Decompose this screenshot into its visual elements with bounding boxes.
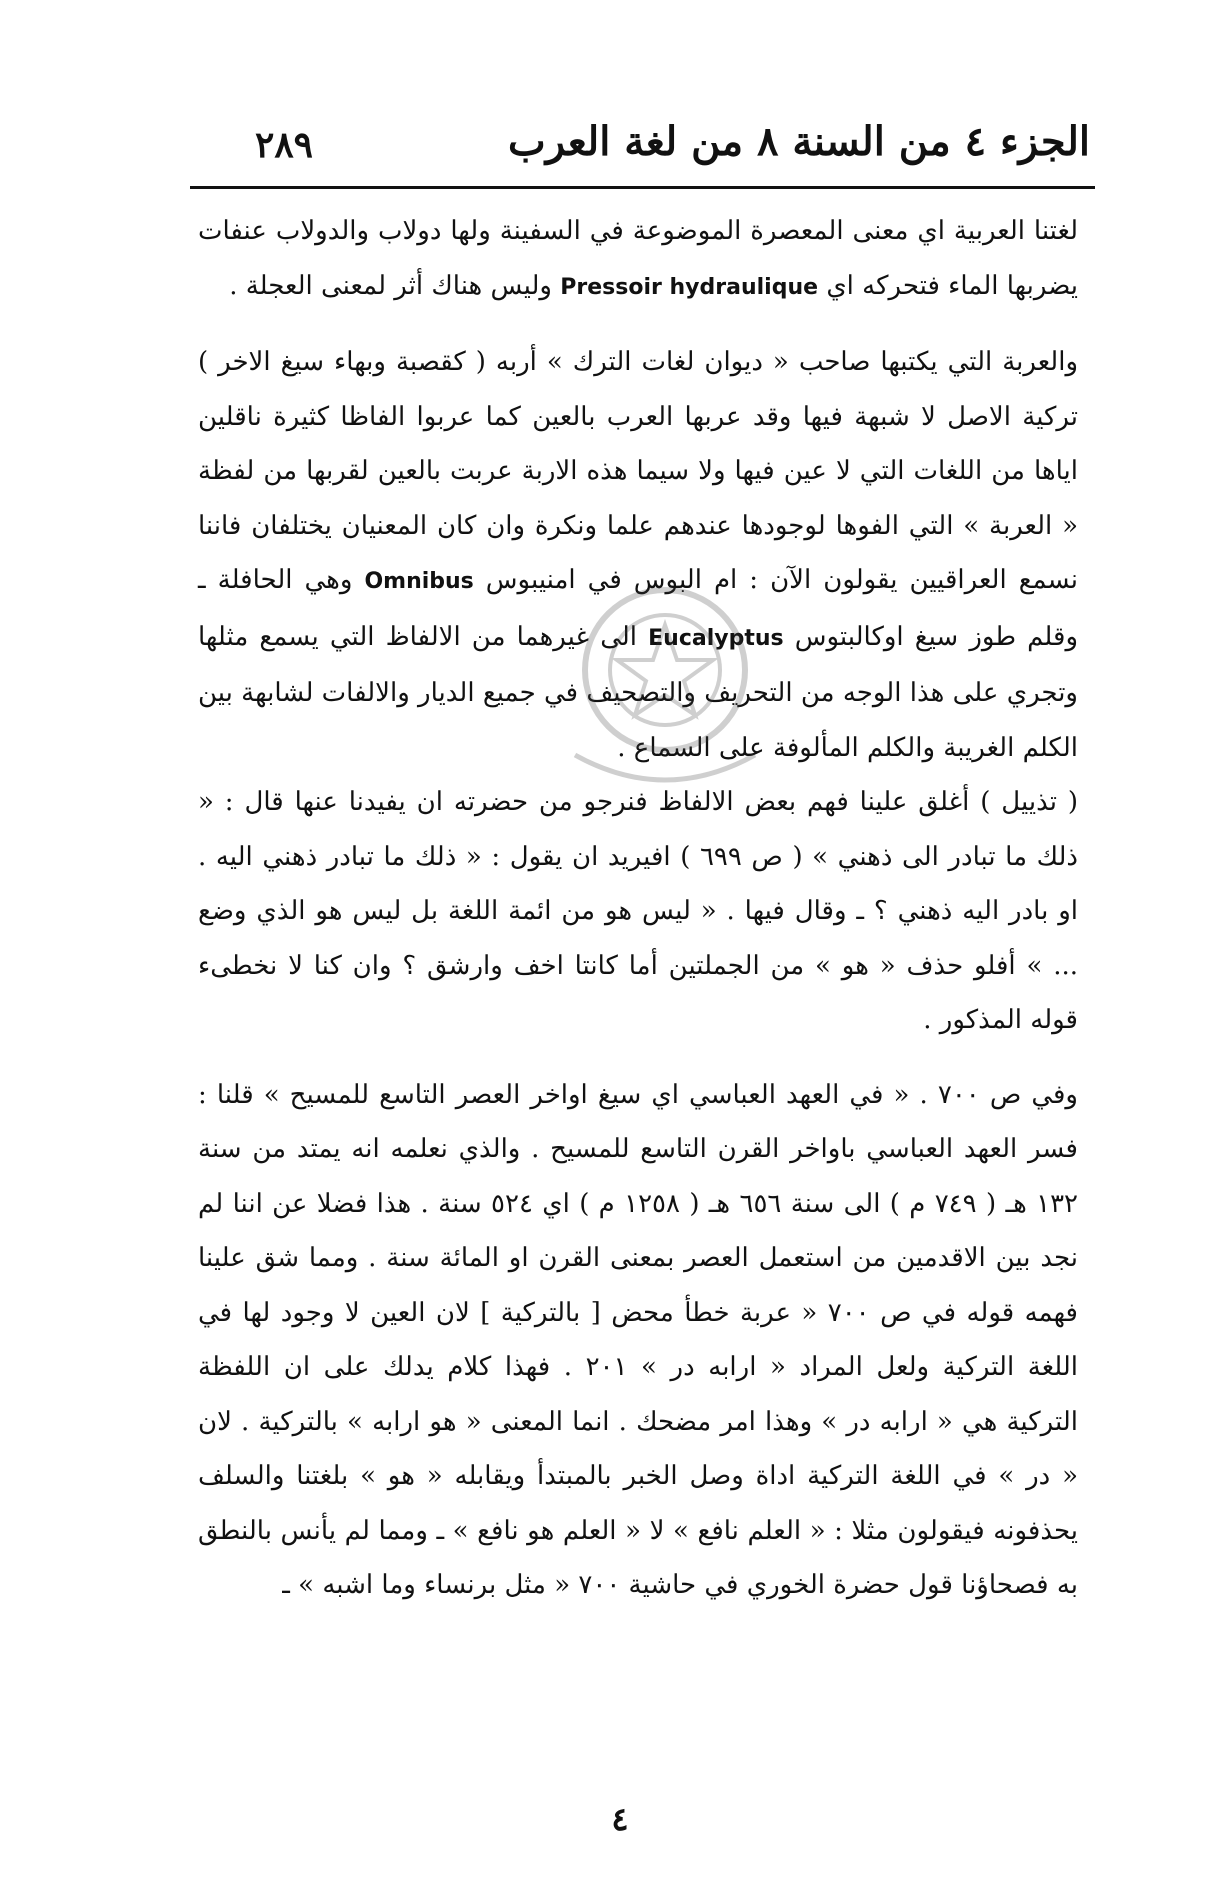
paragraph-4 bbox=[198, 1068, 1078, 1613]
header-divider bbox=[190, 186, 1095, 189]
latin-term: Pressoir hydraulique bbox=[560, 274, 819, 300]
page-number: ٢٨٩ bbox=[255, 124, 314, 166]
journal-title: الجزء ٤ من السنة ٨ من لغة العرب bbox=[508, 118, 1090, 165]
paragraph-1 bbox=[198, 204, 1078, 315]
text-run: لغتنا العربية اي معنى المعصرة الموضوعة في السفينة ولها دولاب والدولاب عنفات يضربها الماء فتحركه اي bbox=[198, 216, 1078, 301]
text-run: ( تذييل ) أغلق علينا فهم بعض الالفاظ فنرجو من حضرته ان يفيدنا عنها قال : « ذلك ما تبادر الى ذهني » ( ص ٦٩٩ ) افيريد ان يقول : « ذلك ما تبادر ذهني اليه . او بادر اليه ذهني ؟ ـ وقال فيها . « ليس هو من ائمة اللغة بل ليس هو الذي وضع ... » أفلو حذف « هو » من الجملتين أما كانتا اخف وارشق ؟ وان كنا لا نخطىء قوله المذكور . bbox=[198, 787, 1078, 1035]
text-run: وفي ص ٧٠٠ . « في العهد العباسي اي سيغ اواخر العصر التاسع للمسيح » قلنا : فسر العهد العباسي باواخر القرن التاسع للمسيح . والذي نعلمه انه يمتد من سنة ١٣٢ هـ ( ٧٤٩ م ) الى سنة ٦٥٦ هـ ( ١٢٥٨ م ) اي ٥٢٤ سنة . هذا فضلا عن اننا لم نجد بين الاقدمين من استعمل العصر بمعنى القرن او المائة سنة . ومما شق علينا فهمه قوله في ص ٧٠٠ « عربة خطأ محض [ بالتركية ] لان العين لا وجود لها في اللغة التركية ولعل المراد « ارابه در » ٢٠١ . فهذا كلام يدلك على ان اللفظة التركية هي « ارابه در » وهذا امر مضحك . انما المعنى « هو ارابه » بالتركية . لان « در » في اللغة التركية اداة وصل الخبر بالمبتدأ ويقابله « هو » بلغتنا والسلف يحذفونه فيقولون مثلا : « العلم نافع » لا « العلم هو نافع » ـ ومما لم يأنس بالنطق به فصحاؤنا قول حضرة الخوري في حاشية ٧٠٠ « مثل برنساء وما اشبه » ـ bbox=[198, 1079, 1079, 1600]
page-header bbox=[255, 118, 1090, 178]
text-run: وليس هناك أثر لمعنى العجلة . bbox=[229, 270, 552, 301]
latin-term: Omnibus bbox=[364, 569, 474, 594]
paragraph-2 bbox=[198, 335, 1078, 775]
text-run: والعربة التي يكتبها صاحب « ديوان لغات الترك » أربه ( كقصبة وبهاء سيغ الاخر ) تركية الاصل لا شبهة فيها وقد عربها العرب بالعين كما عربوا الفاظا كثيرة ناقلين اياها من اللغات التي لا عين فيها ولا سيما هذه الاربة عربت بالعين لقربها من لفظة « العربة » التي الفوها لوجودها عندهم علما ونكرة وان كان المعنيان يختلفان فاننا نسمع العراقيين يقولون الآن : ام البوس في امنيبوس bbox=[198, 347, 1078, 595]
text-run: وهي الحافلة ـ وقلم طوز سيغ اوكالبتوس bbox=[198, 565, 1079, 652]
paragraph-3 bbox=[198, 775, 1078, 1048]
signature-mark: ٤ bbox=[611, 1800, 629, 1838]
text-run: الى غيرهما من الالفاظ التي يسمع مثلها وتجري على هذا الوجه من التحريف والتصحيف في جميع الديار والالفات لشابهة بين الكلم الغريبة والكلم المألوفة على السماع . bbox=[198, 621, 1078, 763]
article-body bbox=[198, 204, 1078, 1613]
latin-term: Eucalyptus bbox=[648, 625, 784, 651]
